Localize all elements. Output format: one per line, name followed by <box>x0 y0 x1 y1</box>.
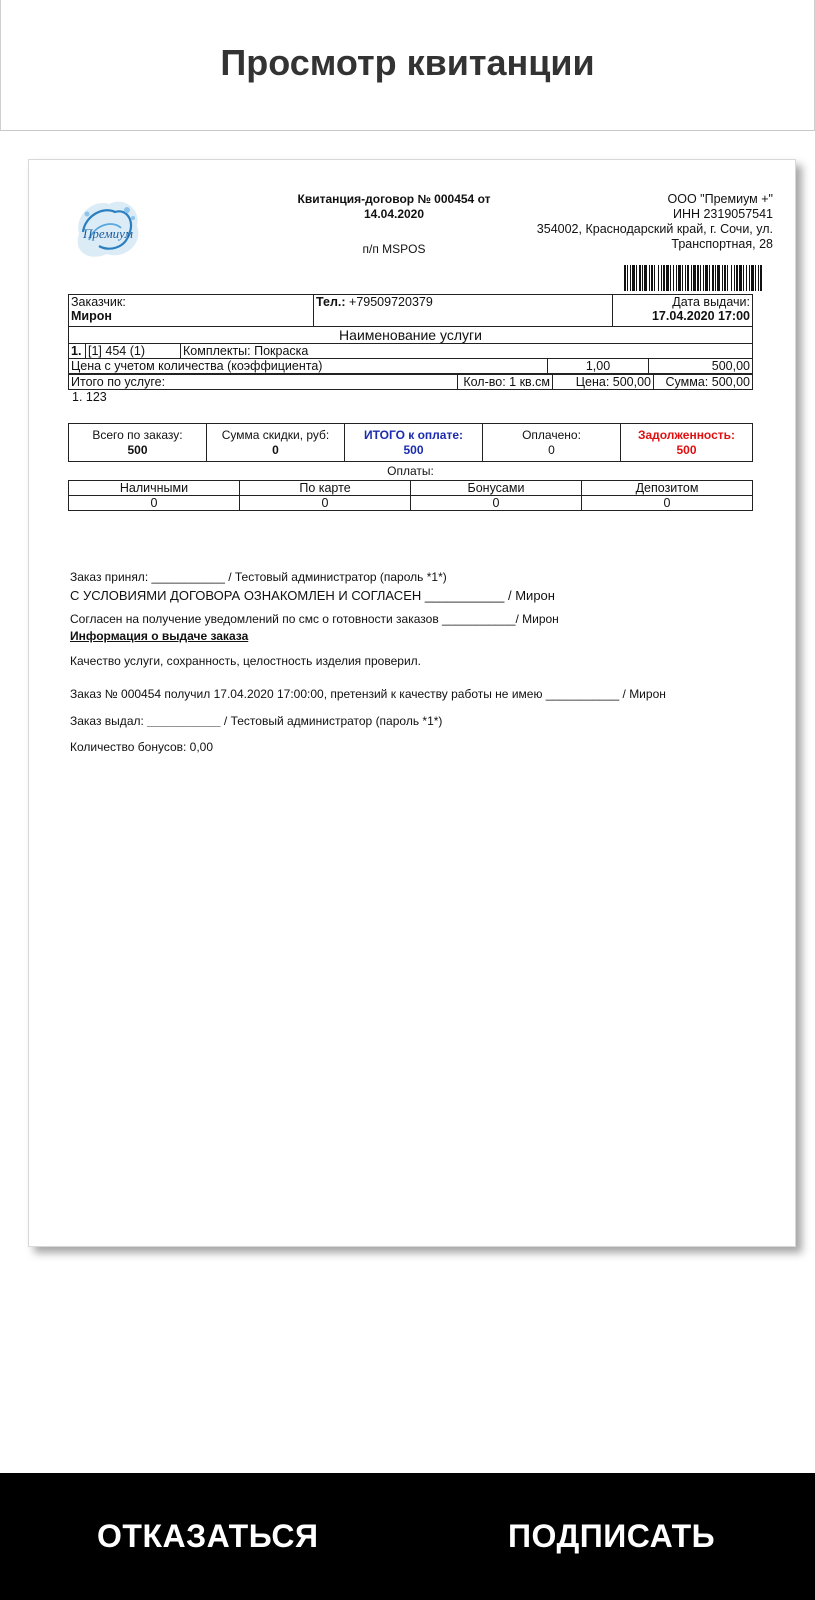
coefficient: 1,00 <box>548 359 649 374</box>
issue-date-label: Дата выдачи: <box>672 295 750 309</box>
line-sms-consent: Согласен на получение уведомлений по смс о готовности заказов ___________/ Мирон <box>70 612 559 626</box>
receipt-document[interactable] <box>28 159 796 1247</box>
bottom-action-bar <box>0 1473 815 1600</box>
paid-label: Оплачено: <box>522 427 581 442</box>
service-header: Наименование услуги <box>69 327 753 344</box>
order-note: 1. 123 <box>72 390 107 404</box>
service-total-table <box>68 374 753 390</box>
debt-value: 500 <box>676 442 697 457</box>
paid-value: 0 <box>548 442 555 457</box>
issued-prefix: Заказ выдал: <box>70 714 148 728</box>
company-name: ООО "Премиум +" <box>667 192 773 206</box>
line-order-accepted: Заказ принял: ___________ / Тестовый администратор (пароль *1*) <box>70 570 447 584</box>
quantity: Кол-во: 1 кв.см <box>458 375 553 390</box>
payment-header-bonus: Бонусами <box>411 481 582 496</box>
price-value: 500,00 <box>649 359 753 374</box>
app-header <box>0 0 815 131</box>
line-quality: Качество услуги, сохранность, целостность изделия проверил. <box>70 654 421 668</box>
phone-value: +79509720379 <box>349 295 433 309</box>
customer-name: Мирон <box>71 309 112 323</box>
customer-table <box>68 294 753 327</box>
issued-suffix: / Тестовый администратор (пароль *1*) <box>220 714 443 728</box>
line-conditions: С УСЛОВИЯМИ ДОГОВОРА ОЗНАКОМЛЕН И СОГЛАСЕН ___________ / Мирон <box>70 588 555 603</box>
line-received: Заказ № 000454 получил 17.04.2020 17:00:00, претензий к качеству работы не имею ___________ / Мирон <box>70 687 666 701</box>
service-item-table <box>68 343 753 359</box>
cancel-button[interactable]: ОТКАЗАТЬСЯ <box>97 1518 319 1554</box>
line-bonus: Количество бонусов: 0,00 <box>70 740 214 754</box>
payment-value-cash: 0 <box>69 496 240 511</box>
service-header-table <box>68 326 753 344</box>
discount-value: 0 <box>272 442 279 457</box>
issued-signature-blank: ___________ <box>147 714 221 728</box>
payment-value-deposit: 0 <box>582 496 753 511</box>
debt-label: Задолженность: <box>637 427 736 442</box>
company-inn: ИНН 2319057541 <box>672 207 773 221</box>
service-total-label: Итого по услуге: <box>69 375 458 390</box>
price-label: Цена с учетом количества (коэффициента) <box>69 359 548 374</box>
line-issued <box>70 714 442 728</box>
payment-header-card: По карте <box>240 481 411 496</box>
order-total-value: 500 <box>127 442 148 457</box>
order-total-label: Всего по заказу: <box>92 427 183 442</box>
issue-info-title: Информация о выдаче заказа <box>70 629 249 643</box>
payment-value-card: 0 <box>240 496 411 511</box>
item-kit: Комплекты: Покраска <box>181 344 753 359</box>
pp-label: п/п MSPOS <box>362 242 426 256</box>
barcode <box>624 265 764 291</box>
svg-text:Премиум: Премиум <box>83 226 133 241</box>
unit-price: Цена: 500,00 <box>553 375 654 390</box>
payments-table <box>68 480 753 511</box>
customer-label: Заказчик: <box>71 295 126 309</box>
sign-button[interactable]: ПОДПИСАТЬ <box>508 1518 716 1554</box>
company-logo <box>69 194 147 264</box>
summary-table <box>68 423 753 462</box>
issue-date-value: 17.04.2020 17:00 <box>651 309 750 323</box>
phone-label: Тел.: <box>316 295 346 309</box>
discount-label: Сумма скидки, руб: <box>221 427 330 442</box>
company-address-2: Транспортная, 28 <box>671 237 773 251</box>
to-pay-value: 500 <box>403 442 424 457</box>
payment-value-bonus: 0 <box>411 496 582 511</box>
item-code: [1] 454 (1) <box>86 344 181 359</box>
payment-header-deposit: Депозитом <box>582 481 753 496</box>
payments-title: Оплаты: <box>387 464 434 478</box>
service-sum: Сумма: 500,00 <box>654 375 753 390</box>
receipt-title: Квитанция-договор № 000454 от 14.04.2020 <box>297 192 491 221</box>
payment-header-cash: Наличными <box>69 481 240 496</box>
price-table <box>68 358 753 374</box>
page-title: Просмотр квитанции <box>220 42 595 83</box>
item-number: 1. <box>69 344 86 359</box>
to-pay-label: ИТОГО к оплате: <box>363 427 464 442</box>
company-address-1: 354002, Краснодарский край, г. Сочи, ул. <box>536 222 773 236</box>
